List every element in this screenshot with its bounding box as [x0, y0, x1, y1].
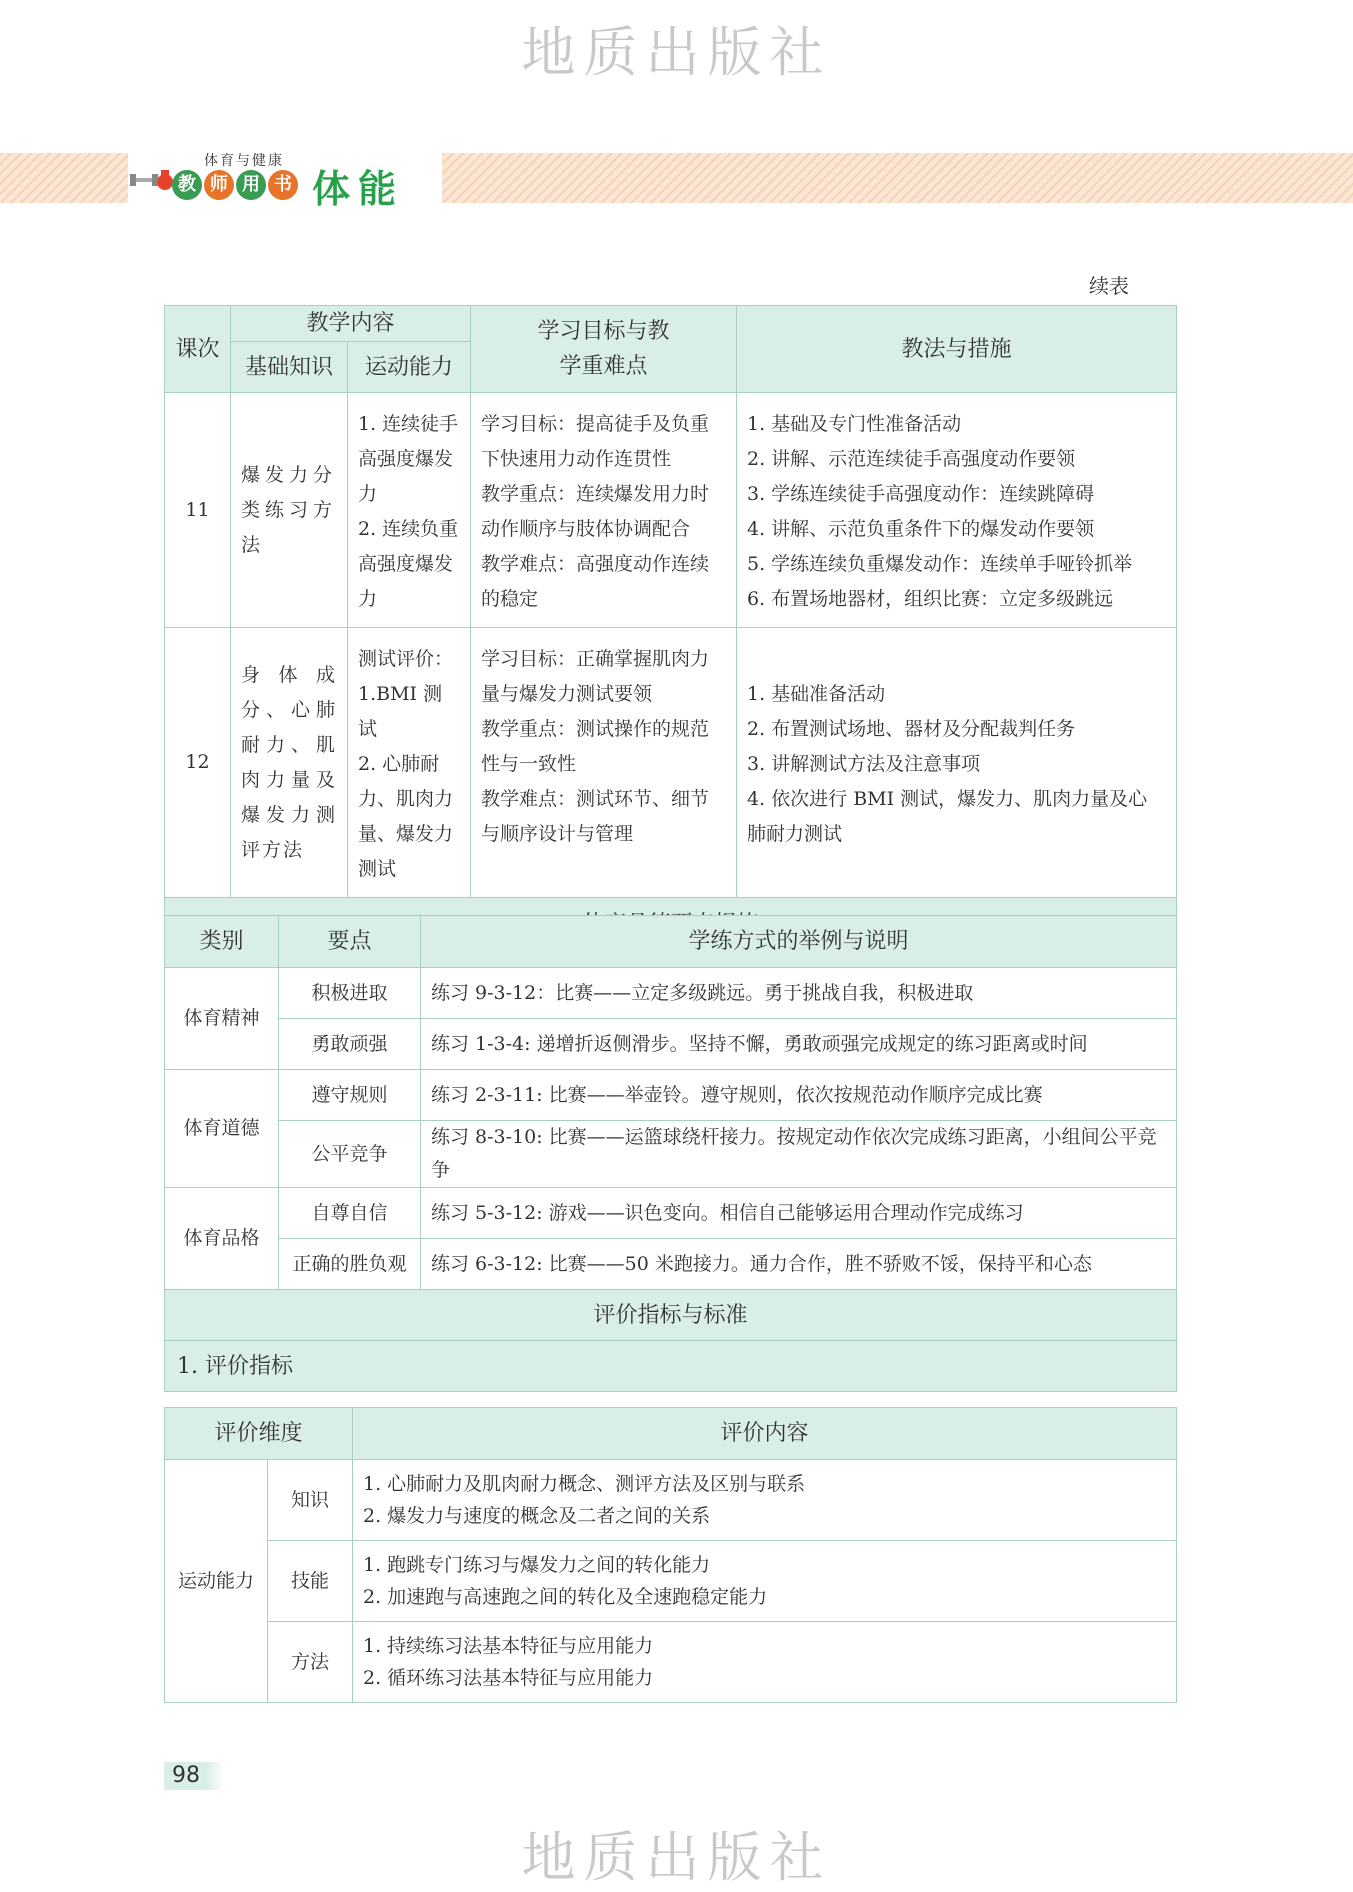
point-cell: 公平竞争 [279, 1121, 421, 1188]
table-row [165, 1121, 1177, 1188]
teaching-methods: 1. 基础及专门性准备活动 2. 讲解、示范连续徒手高强度动作要领 3. 学练连续徒手高强度动作：连续跳障碍 4. 讲解、示范负重条件下的爆发动作要领 5. 学练连续负重爆发动作：连续单手哑铃抓举 6. 布置场地器材，组织比赛：立定多级跳远 [737, 393, 1177, 628]
header-methods: 教法与措施 [737, 306, 1177, 393]
lesson-table [164, 305, 1177, 952]
header-circle: 教 [172, 170, 202, 200]
point-cell: 正确的胜负观 [279, 1239, 421, 1290]
header-circle: 师 [204, 170, 234, 200]
watermark-bottom: 地质出版社 [521, 1826, 832, 1889]
sub-dimension-cell: 知识 [268, 1460, 353, 1541]
table-row [165, 1070, 1177, 1121]
header-dimension: 评价维度 [165, 1408, 353, 1460]
point-cell: 遵守规则 [279, 1070, 421, 1121]
eval-content-cell: 1. 心肺耐力及肌肉耐力概念、测评方法及区别与联系 2. 爆发力与速度的概念及二者之间的关系 [353, 1460, 1177, 1541]
header-point: 要点 [279, 916, 421, 968]
lesson-number: 11 [165, 393, 231, 628]
desc-cell: 练习 5-3-12: 游戏——识色变向。相信自己能够运用合理动作完成练习 [421, 1188, 1177, 1239]
continued-note: 续表 [1089, 274, 1129, 298]
header-circles [172, 170, 298, 200]
header-example: 学练方式的举例与说明 [421, 916, 1177, 968]
table-row [165, 628, 1177, 898]
header-title: 体能 [312, 167, 405, 211]
dimension-cell: 运动能力 [165, 1460, 268, 1703]
desc-cell: 练习 9-3-12：比赛——立定多级跳远。勇于挑战自我，积极进取 [421, 968, 1177, 1019]
table-row [165, 1541, 1177, 1622]
learning-goals: 学习目标：正确掌握肌肉力量与爆发力测试要领 教学重点：测试操作的规范性与一致性 教学难点：测试环节、细节与顺序设计与管理 [471, 628, 737, 898]
point-cell: 自尊自信 [279, 1188, 421, 1239]
header-ability: 运动能力 [348, 342, 471, 393]
learning-goals: 学习目标：提高徒手及负重下快速用力动作连贯性 教学重点：连续爆发用力时动作顺序与肢体协调配合 教学难点：高强度动作连续的稳定 [471, 393, 737, 628]
header-stripe-left [0, 153, 128, 203]
category-cell: 体育品格 [165, 1188, 279, 1290]
lesson-number: 12 [165, 628, 231, 898]
point-cell: 积极进取 [279, 968, 421, 1019]
header-lesson: 课次 [165, 306, 231, 393]
header-basic: 基础知识 [231, 342, 348, 393]
basic-knowledge: 身体成分、心肺耐力、肌肉力量及爆发力测评方法 [231, 628, 348, 898]
header-goals: 学习目标与教学重难点 [471, 306, 737, 393]
evaluation-table [164, 1407, 1177, 1703]
table-row [165, 1188, 1177, 1239]
teaching-methods: 1. 基础准备活动 2. 布置测试场地、器材及分配裁判任务 3. 讲解测试方法及注意事项 4. 依次进行 BMI 测试，爆发力、肌肉力量及心肺耐力测试 [737, 628, 1177, 898]
header-stripe-right [442, 153, 1353, 203]
morality-table [164, 915, 1177, 1392]
header-circle: 用 [236, 170, 266, 200]
desc-cell: 练习 1-3-4: 递增折返侧滑步。坚持不懈，勇敢顽强完成规定的练习距离或时间 [421, 1019, 1177, 1070]
sport-ability: 测试评价： 1.BMI 测试 2. 心肺耐力、肌肉力量、爆发力测试 [348, 628, 471, 898]
desc-cell: 练习 8-3-10: 比赛——运篮球绕杆接力。按规定动作依次完成练习距离，小组间公平竞争 [421, 1121, 1177, 1188]
table-row [165, 1622, 1177, 1703]
header-subtitle: 体育与健康 [204, 153, 284, 169]
header-eval-content: 评价内容 [353, 1408, 1177, 1460]
sport-ability: 1. 连续徒手高强度爆发力 2. 连续负重高强度爆发力 [348, 393, 471, 628]
category-cell: 体育精神 [165, 968, 279, 1070]
subsection-title: 1. 评价指标 [165, 1341, 1177, 1392]
header-logo [128, 150, 442, 211]
table-row [165, 968, 1177, 1019]
eval-content-cell: 1. 跑跳专门练习与爆发力之间的转化能力 2. 加速跑与高速跑之间的转化及全速跑稳定能力 [353, 1541, 1177, 1622]
sub-dimension-cell: 技能 [268, 1541, 353, 1622]
dumbbell-icon [128, 164, 174, 194]
table-row [165, 1019, 1177, 1070]
table-row [165, 1460, 1177, 1541]
desc-cell: 练习 6-3-12: 比赛——50 米跑接力。通力合作，胜不骄败不馁，保持平和心态 [421, 1239, 1177, 1290]
section-title-evaluation: 评价指标与标准 [165, 1290, 1177, 1341]
basic-knowledge: 爆发力分类练习方法 [231, 393, 348, 628]
desc-cell: 练习 2-3-11: 比赛——举壶铃。遵守规则，依次按规范动作顺序完成比赛 [421, 1070, 1177, 1121]
header-category: 类别 [165, 916, 279, 968]
sub-dimension-cell: 方法 [268, 1622, 353, 1703]
header-content: 教学内容 [231, 306, 471, 342]
table-row [165, 393, 1177, 628]
page-number: 98 [164, 1762, 224, 1790]
table-row [165, 1239, 1177, 1290]
header-circle: 书 [268, 170, 298, 200]
point-cell: 勇敢顽强 [279, 1019, 421, 1070]
category-cell: 体育道德 [165, 1070, 279, 1188]
watermark-top: 地质出版社 [521, 21, 832, 84]
eval-content-cell: 1. 持续练习法基本特征与应用能力 2. 循环练习法基本特征与应用能力 [353, 1622, 1177, 1703]
